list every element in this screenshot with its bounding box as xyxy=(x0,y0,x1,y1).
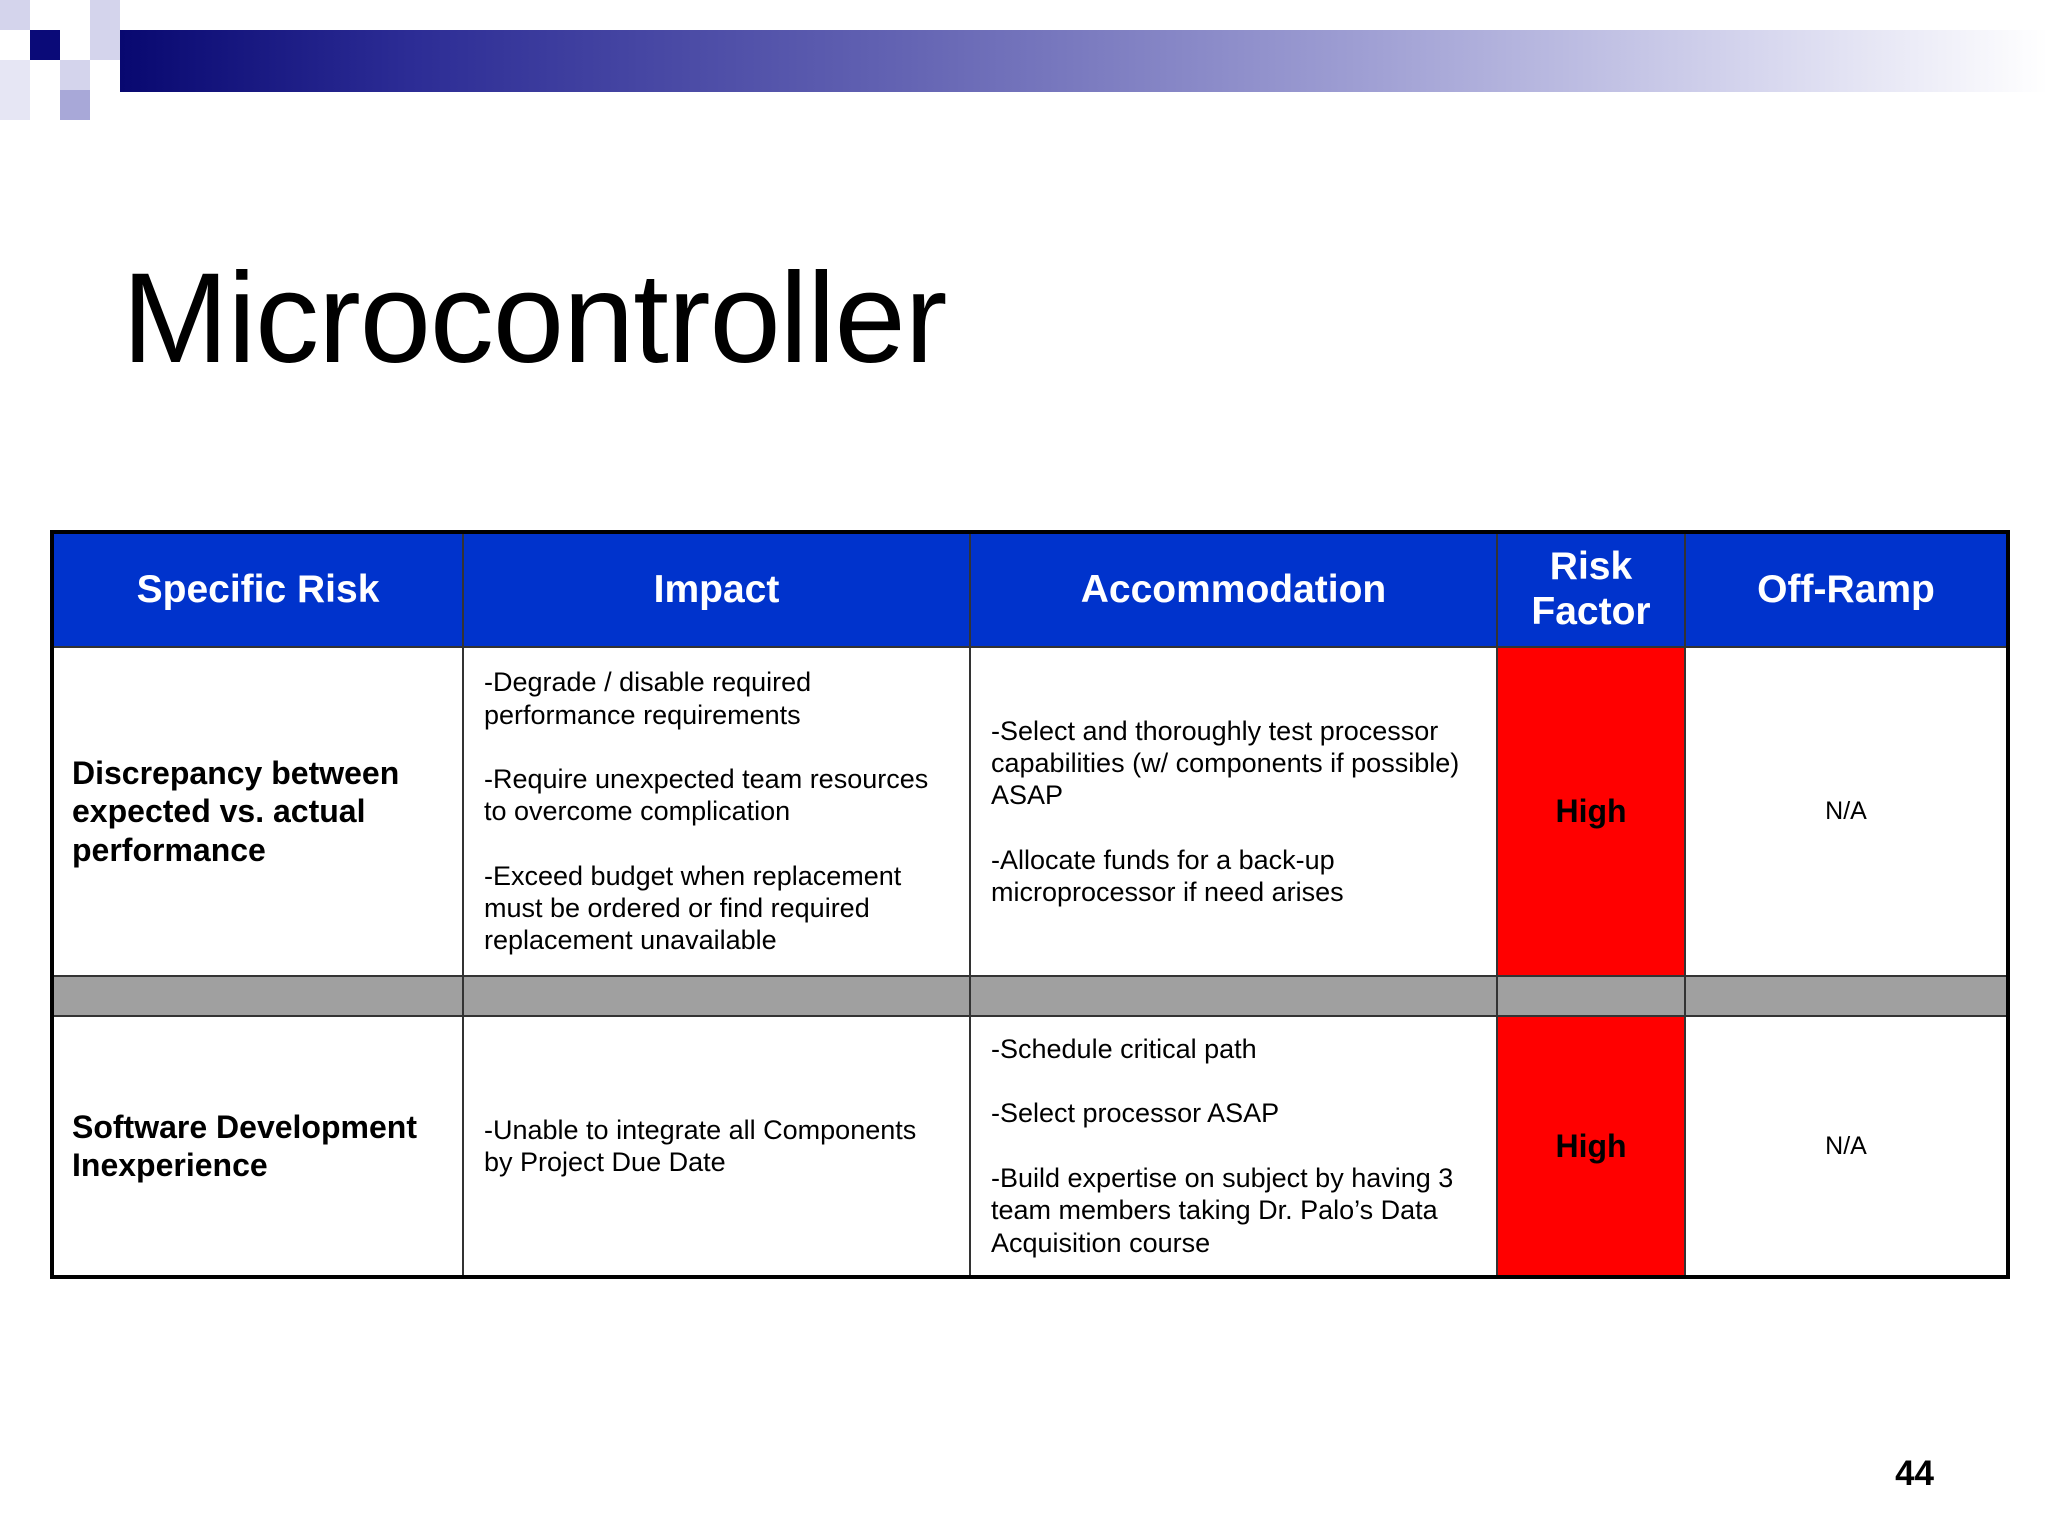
impact-item: -Require unexpected team resources to overcome complication xyxy=(484,763,929,827)
accommodation-item: -Schedule critical path xyxy=(991,1034,1257,1065)
accommodation-item: -Allocate funds for a back-up microprocessor if need arises xyxy=(991,844,1344,908)
separator-cell xyxy=(1497,976,1685,1016)
separator-cell xyxy=(970,976,1497,1016)
decor-square xyxy=(30,0,60,30)
row-separator xyxy=(52,976,2008,1016)
decor-square xyxy=(90,30,120,60)
accommodation-item: -Select and thoroughly test processor capabilities (w/ components if possible) ASAP xyxy=(991,715,1460,811)
decor-square xyxy=(0,0,30,30)
decor-square xyxy=(60,60,90,90)
table-row xyxy=(52,647,2008,976)
decor-square xyxy=(30,30,60,60)
risk-factor-badge: High xyxy=(1497,647,1685,976)
decor-square xyxy=(90,60,120,90)
decor-square xyxy=(90,0,120,30)
header-specific-risk: Specific Risk xyxy=(52,532,463,647)
impact-cell xyxy=(463,1016,970,1277)
table-row xyxy=(52,1016,2008,1277)
header-accommodation: Accommodation xyxy=(970,532,1497,647)
risk-table xyxy=(50,530,2010,1279)
accommodation-cell xyxy=(970,647,1497,976)
table-header-row xyxy=(52,532,2008,647)
risk-name: Discrepancy between expected vs. actual performance xyxy=(52,647,463,976)
header-impact: Impact xyxy=(463,532,970,647)
separator-cell xyxy=(52,976,463,1016)
accommodation-item: -Build expertise on subject by having 3 team members taking Dr. Palo’s Data Acquisition course xyxy=(991,1162,1454,1258)
page-number: 44 xyxy=(1895,1454,1934,1493)
decor-square xyxy=(60,90,90,120)
accommodation-item: -Select processor ASAP xyxy=(991,1098,1280,1129)
decor-square xyxy=(0,60,30,120)
impact-cell xyxy=(463,647,970,976)
impact-item: -Exceed budget when replacement must be ordered or find required replacement unavailable xyxy=(484,860,902,956)
impact-item: -Degrade / disable required performance requirements xyxy=(484,667,812,730)
header-risk-factor: Risk Factor xyxy=(1497,532,1685,647)
risk-factor-badge: High xyxy=(1497,1016,1685,1277)
slide-title: Microcontroller xyxy=(122,247,947,390)
header-off-ramp: Off-Ramp xyxy=(1685,532,2008,647)
separator-cell xyxy=(1685,976,2008,1016)
risk-name: Software Development Inexperience xyxy=(52,1016,463,1277)
decor-square xyxy=(60,30,90,60)
impact-item: -Unable to integrate all Components by Project Due Date xyxy=(484,1114,917,1177)
accommodation-cell xyxy=(970,1016,1497,1277)
off-ramp-value: N/A xyxy=(1685,1016,2008,1277)
title-decoration xyxy=(0,0,2048,130)
off-ramp-value: N/A xyxy=(1685,647,2008,976)
separator-cell xyxy=(463,976,970,1016)
gradient-bar xyxy=(120,30,2048,92)
